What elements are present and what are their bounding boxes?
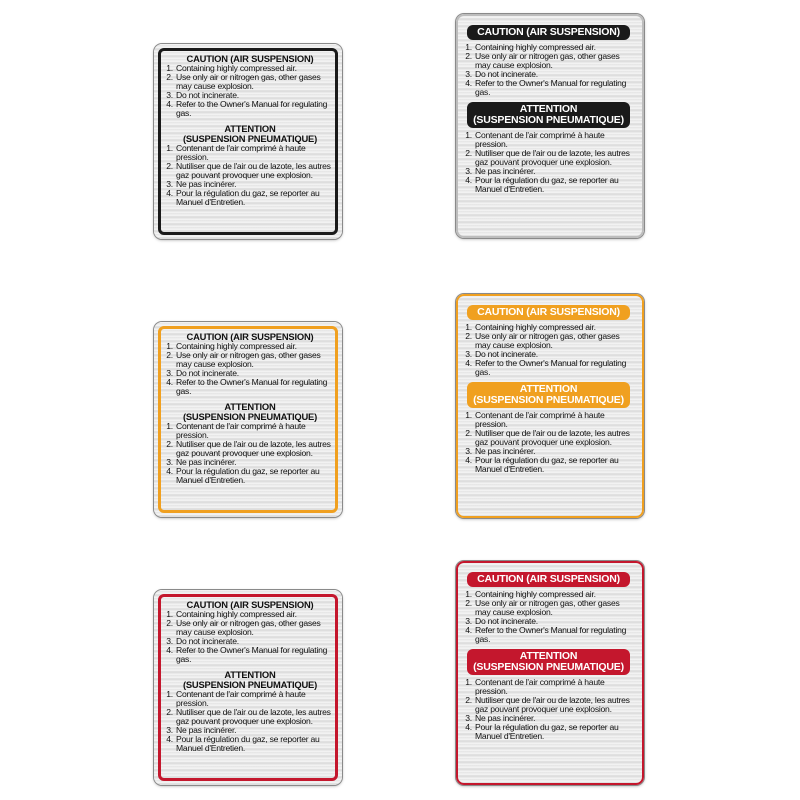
english-instructions: 1. Containing highly compressed air. 2. Use only air or nitrogen gas, other gases may cause explosion. 3. Do not incinerate. 4. Refer to the Owner's Manual for regulating gas. — [463, 323, 634, 377]
attention-banner: ATTENTION (SUSPENSION PNEUMATIQUE) — [467, 649, 630, 675]
english-instructions: 1. Containing highly compressed air. 2. Use only air or nitrogen gas, other gases may cause explosion. 3. Do not incinerate. 4. Refer to the Owner's Manual for regulating gas. — [463, 590, 634, 644]
attention-banner: ATTENTION (SUSPENSION PNEUMATIQUE) — [467, 382, 630, 408]
french-instructions: 1. Contenant de l'air comprimé à haute pression. 2. Nutiliser que de l'air ou de lazote, les autres gaz pouvant provoquer une explosion. 3. Ne pas incinérer. 4. Pour la régulation du gaz, se reporter au Manuel d'Entretien. — [164, 422, 336, 485]
attention-subtitle: (SUSPENSION PNEUMATIQUE) — [182, 411, 318, 422]
label-banner-red — [456, 561, 644, 785]
caution-banner: CAUTION (AIR SUSPENSION) — [467, 25, 630, 40]
attention-title: ATTENTION — [224, 123, 276, 134]
english-instructions: 1. Containing highly compressed air. 2. Use only air or nitrogen gas, other gases may cause explosion. 3. Do not incinerate. 4. Refer to the Owner's Manual for regulating gas. — [463, 43, 634, 97]
attention-banner: ATTENTION (SUSPENSION PNEUMATIQUE) — [467, 102, 630, 128]
caution-title: CAUTION (AIR SUSPENSION) — [186, 331, 314, 342]
caution-banner: CAUTION (AIR SUSPENSION) — [467, 305, 630, 320]
caution-title: CAUTION (AIR SUSPENSION) — [186, 599, 314, 610]
label-framed-red — [154, 590, 342, 785]
attention-title: ATTENTION — [224, 401, 276, 412]
label-framed-orange — [154, 322, 342, 517]
english-instructions: 1. Containing highly compressed air. 2. Use only air or nitrogen gas, other gases may cause explosion. 3. Do not incinerate. 4. Refer to the Owner's Manual for regulating gas. — [164, 342, 336, 396]
attention-title: ATTENTION — [224, 669, 276, 680]
french-instructions: 1. Contenant de l'air comprimé à haute pression. 2. Nutiliser que de l'air ou de lazote, les autres gaz pouvant provoquer une explosion. 3. Ne pas incinérer. 4. Pour la régulation du gaz, se reporter au Manuel d'Entretien. — [463, 678, 634, 741]
caution-banner: CAUTION (AIR SUSPENSION) — [467, 572, 630, 587]
french-instructions: 1. Contenant de l'air comprimé à haute pression. 2. Nutiliser que de l'air ou de lazote, les autres gaz pouvant provoquer une explosion. 3. Ne pas incinérer. 4. Pour la régulation du gaz, se reporter au Manuel d'Entretien. — [463, 131, 634, 194]
french-instructions: 1. Contenant de l'air comprimé à haute pression. 2. Nutiliser que de l'air ou de lazote, les autres gaz pouvant provoquer une explosion. 3. Ne pas incinérer. 4. Pour la régulation du gaz, se reporter au Manuel d'Entretien. — [164, 690, 336, 753]
attention-subtitle: (SUSPENSION PNEUMATIQUE) — [182, 679, 318, 690]
english-instructions: 1. Containing highly compressed air. 2. Use only air or nitrogen gas, other gases may cause explosion. 3. Do not incinerate. 4. Refer to the Owner's Manual for regulating gas. — [164, 610, 336, 664]
french-instructions: 1. Contenant de l'air comprimé à haute pression. 2. Nutiliser que de l'air ou de lazote, les autres gaz pouvant provoquer une explosion. 3. Ne pas incinérer. 4. Pour la régulation du gaz, se reporter au Manuel d'Entretien. — [463, 411, 634, 474]
caution-title: CAUTION (AIR SUSPENSION) — [186, 53, 314, 64]
label-banner-orange — [456, 294, 644, 518]
english-instructions: 1. Containing highly compressed air. 2. Use only air or nitrogen gas, other gases may cause explosion. 3. Do not incinerate. 4. Refer to the Owner's Manual for regulating gas. — [164, 64, 336, 118]
label-banner-black — [456, 14, 644, 238]
french-instructions: 1. Contenant de l'air comprimé à haute pression. 2. Nutiliser que de l'air ou de lazote, les autres gaz pouvant provoquer une explosion. 3. Ne pas incinérer. 4. Pour la régulation du gaz, se reporter au Manuel d'Entretien. — [164, 144, 336, 207]
attention-subtitle: (SUSPENSION PNEUMATIQUE) — [182, 133, 318, 144]
label-framed-black — [154, 44, 342, 239]
